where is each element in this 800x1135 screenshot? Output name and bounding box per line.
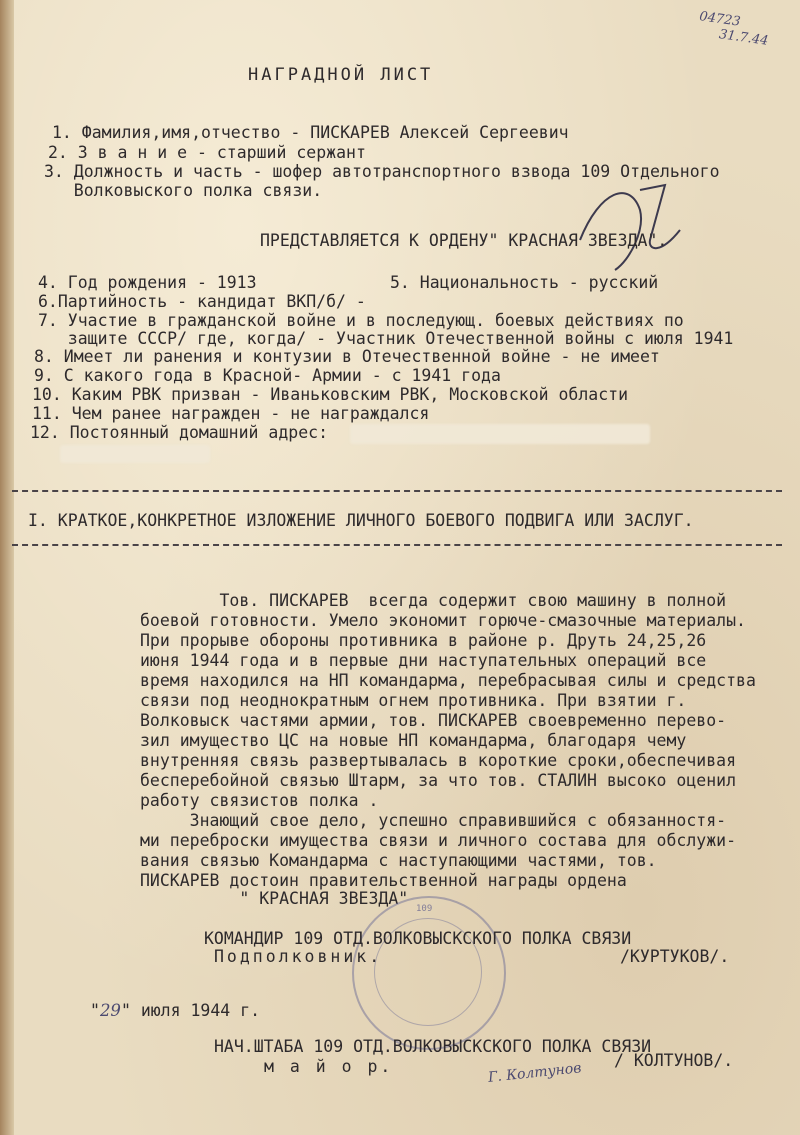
redacted-address [350,424,650,444]
citation-line: ми переброски имущества связи и личного состава для обслужи- [140,831,737,850]
stamp-number: 109 [416,904,433,914]
item-12: 12. Постоянный домашний адрес: [30,423,329,442]
citation-line: зил имущество ЦС на новые НП командарма, благодаря чему [140,731,687,750]
citation-line: Тов. ПИСКАРЕВ всегда содержит свою машину в полной [140,591,727,610]
date-rest: июля 1944 г. [140,1001,261,1020]
citation-line: боевой готовности. Умело экономит горюче-смазочные материалы. [140,611,746,630]
item-10: 10. Каким РВК призван - Иваньковским РВК, Московской области [32,385,629,404]
citation-line: работу связистов полка . [140,791,379,810]
item-5: 5. Национальность - русский [390,273,659,292]
citation-line: июня 1944 года и в первые дни наступательных операций все [140,651,707,670]
citation-line: При прорыве обороны противника в районе р. Друть 24,25,26 [140,631,707,650]
commander-name: /КУРТУКОВ/. [620,947,730,966]
corner-number: 04723 [698,9,742,30]
nomination-line: ПРЕДСТАВЛЯЕТСЯ К ОРДЕНУ" КРАСНАЯ ЗВЕЗДА". [260,231,668,250]
citation-line: время находился на НП командарма, перебрасывая силы и средства [140,671,756,690]
round-stamp [352,896,506,1050]
citation-line: бесперебойной связью Штарм, за что тов. СТАЛИН высоко оценил [140,771,737,790]
commander-title: КОМАНДИР 109 ОТД.ВОЛКОВЫСКСКОГО ПОЛКА СВЯЗИ [204,929,632,948]
handwritten-mark [570,170,690,280]
separator-bottom [12,544,782,546]
date-line: "29" июля 1944 г. [90,1001,261,1020]
item-11: 11. Чем ранее награжден - не награждался [32,404,430,423]
corner-handwritten-note [696,9,771,49]
item-4: 4. Год рождения - 1913 [38,273,257,292]
redacted-address-2 [60,445,210,463]
citation-line: связи под неоднократным огнем противника. При взятии г. [140,691,687,710]
item-6: 6.Партийность - кандидат ВКП/б/ - [38,292,366,311]
item-3: 3. Должность и часть - шофер автотранспортного взвода 109 Отдельного [44,162,720,181]
citation-line: Волковыск частями армии, тов. ПИСКАРЕВ своевременно перево- [140,711,727,730]
item-2: 2. З в а н и е - старший сержант [48,143,366,162]
chief-of-staff-name: / КОЛТУНОВ/. [614,1051,734,1070]
item-1: 1. Фамилия,имя,отчество - ПИСКАРЕВ Алексей Сергеевич [52,123,569,142]
citation-line: внутренняя связь развертывалась в короткие сроки,обеспечивая [140,751,737,770]
date-day: 29 [99,1001,121,1020]
item-3-cont: Волковыского полка связи. [44,181,323,200]
item-7: 7. Участие в гражданской войне и в последующ. боевых действиях по [38,311,684,330]
item-7-cont: защите СССР/ где, когда/ - Участник Отечественной войны с июля 1941 [38,329,734,348]
separator-top [12,490,782,492]
handwritten-signature: Г. Колтунов [487,1060,583,1086]
section-heading: I. КРАТКОЕ,КОНКРЕТНОЕ ИЗЛОЖЕНИЕ ЛИЧНОГО БОЕВОГО ПОДВИГА ИЛИ ЗАСЛУГ. [28,511,694,530]
citation-line: ПИСКАРЕВ достоин правительственной награды ордена [140,871,627,890]
citation-line: " КРАСНАЯ ЗВЕЗДА" [140,889,409,908]
citation-line: Знающий свое дело, успешно справившийся с обязанностя- [140,811,727,830]
paper-edge [0,0,14,1135]
chief-of-staff-title: НАЧ.ШТАБА 109 ОТД.ВОЛКОВЫСКСКОГО ПОЛКА СВЯЗИ [214,1037,652,1056]
commander-rank: Подполковник. [214,947,383,966]
document-title: НАГРАДНОЙ ЛИСТ [248,65,434,85]
item-8: 8. Имеет ли ранения и контузии в Отечественной войне - не имеет [34,347,660,366]
corner-date: 31.7.44 [718,27,770,49]
citation-line: вания связью Командарма с наступающими частями, тов. [140,851,657,870]
item-9: 9. С какого года в Красной- Армии - с 1941 года [34,366,501,385]
chief-of-staff-rank: м а й о р. [264,1057,394,1076]
